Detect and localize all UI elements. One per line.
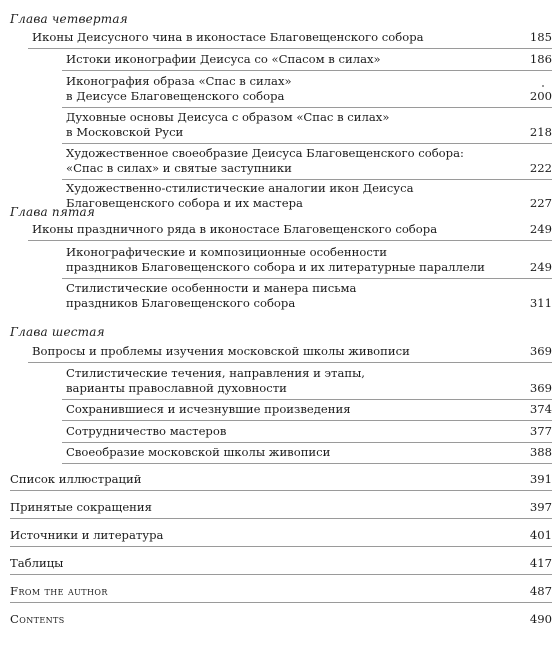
toc-entry-from-the-author[interactable] [10,584,552,599]
page-number: 369 [529,344,552,358]
page-number: 388 [529,445,552,459]
page-number: 227 [529,196,552,210]
page-number: 369 [529,381,552,395]
entry-title: From the author [10,584,108,598]
divider [62,463,552,464]
entry-title-line-1: Стилистические особенности и манера письма [66,281,357,295]
page-number: 490 [529,612,552,626]
page-number: 222 [529,161,552,175]
page-number: 377 [529,424,552,438]
divider [62,399,552,400]
divider [62,420,552,421]
page-number: 487 [529,584,552,598]
toc-entry-illustrations[interactable] [10,472,552,487]
entry-title: Иконы Деисусного чина в иконостасе Благовещенского собора [32,30,424,44]
toc-entry-4-4[interactable] [66,146,552,176]
page-number: 417 [529,556,552,570]
divider [28,48,552,49]
divider [62,143,552,144]
entry-title-line-1: Иконографические и композиционные особенности [66,245,387,259]
entry-title: Иконы праздничного ряда в иконостасе Благовещенского собора [32,222,438,236]
page-number: 401 [529,528,552,542]
entry-title-line-2: в Деисусе Благовещенского собора [66,89,285,103]
entry-title: Таблицы [10,556,64,570]
divider [10,546,552,547]
divider [62,442,552,443]
divider [62,179,552,180]
entry-title: Источники и литература [10,528,164,542]
entry-title: Список иллюстраций [10,472,142,486]
divider [62,278,552,279]
divider [62,107,552,108]
entry-title-line-1: Иконография образа «Спас в силах» [66,74,292,88]
entry-title: Сотрудничество мастеров [66,424,227,438]
entry-title-line-2: праздников Благовещенского собора [66,296,296,310]
toc-entry-4-2[interactable] [66,74,552,104]
entry-title-line-1: Духовные основы Деисуса с образом «Спас в силах» [66,110,390,124]
entry-title: Вопросы и проблемы изучения московской школы живописи [32,344,410,358]
entry-title-line-2: Благовещенского собора и их мастера [66,196,303,210]
entry-title: Своеобразие московской школы живописи [66,445,331,459]
entry-title-line-1: Художественное своеобразие Деисуса Благовещенского собора: [66,146,464,160]
entry-title: Принятые сокращения [10,500,152,514]
entry-title-line-2: варианты православной духовности [66,381,287,395]
page-number: 185 [529,30,552,44]
page-number: 311 [529,296,552,310]
entry-title-line-1: Стилистические течения, направления и этапы, [66,366,365,380]
chapter-5-heading: Глава пятая [10,205,96,219]
chapter-6-heading: Глава шестая [10,325,105,339]
entry-title: Сохранившиеся и исчезнувшие произведения [66,402,351,416]
toc-entry-tables[interactable] [10,556,552,571]
page-number: 218 [529,125,552,139]
page-number: 186 [529,52,552,66]
divider [28,240,552,241]
toc-entry-6-2[interactable] [66,402,552,417]
toc-entry-5-1[interactable] [66,245,552,275]
toc-entry-6-3[interactable] [66,424,552,439]
divider [10,518,552,519]
toc-entry-chapter-6[interactable] [32,344,552,359]
entry-title-line-2: в Московской Руси [66,125,184,139]
entry-title: Истоки иконографии Деисуса со «Спасом в силах» [66,52,381,66]
divider [10,490,552,491]
print-speck [542,85,544,87]
toc-entry-sources[interactable] [10,528,552,543]
toc-entry-5-2[interactable] [66,281,552,311]
toc-entry-6-4[interactable] [66,445,552,460]
toc-entry-4-1[interactable] [66,52,552,67]
page-number: 397 [529,500,552,514]
divider [10,602,552,603]
toc-entry-contents[interactable] [10,612,552,627]
toc-entry-abbreviations[interactable] [10,500,552,515]
entry-title-line-1: Художественно-стилистические аналогии икон Деисуса [66,181,414,195]
toc-entry-4-5[interactable] [66,181,552,211]
page-number: 374 [529,402,552,416]
divider [62,70,552,71]
entry-title-line-2: праздников Благовещенского собора и их литературные параллели [66,260,485,274]
entry-title-line-2: «Спас в силах» и святые заступники [66,161,292,175]
toc-entry-chapter-5[interactable] [32,222,552,237]
page-number: 391 [529,472,552,486]
toc-entry-4-3[interactable] [66,110,552,140]
page-number: 249 [529,222,552,236]
toc-entry-6-1[interactable] [66,366,552,396]
divider [10,574,552,575]
divider [28,362,552,363]
entry-title: Contents [10,612,65,626]
chapter-4-heading: Глава четвертая [10,12,128,26]
toc-entry-chapter-4[interactable] [32,30,552,45]
page-number: 249 [529,260,552,274]
page-number: 200 [529,89,552,103]
